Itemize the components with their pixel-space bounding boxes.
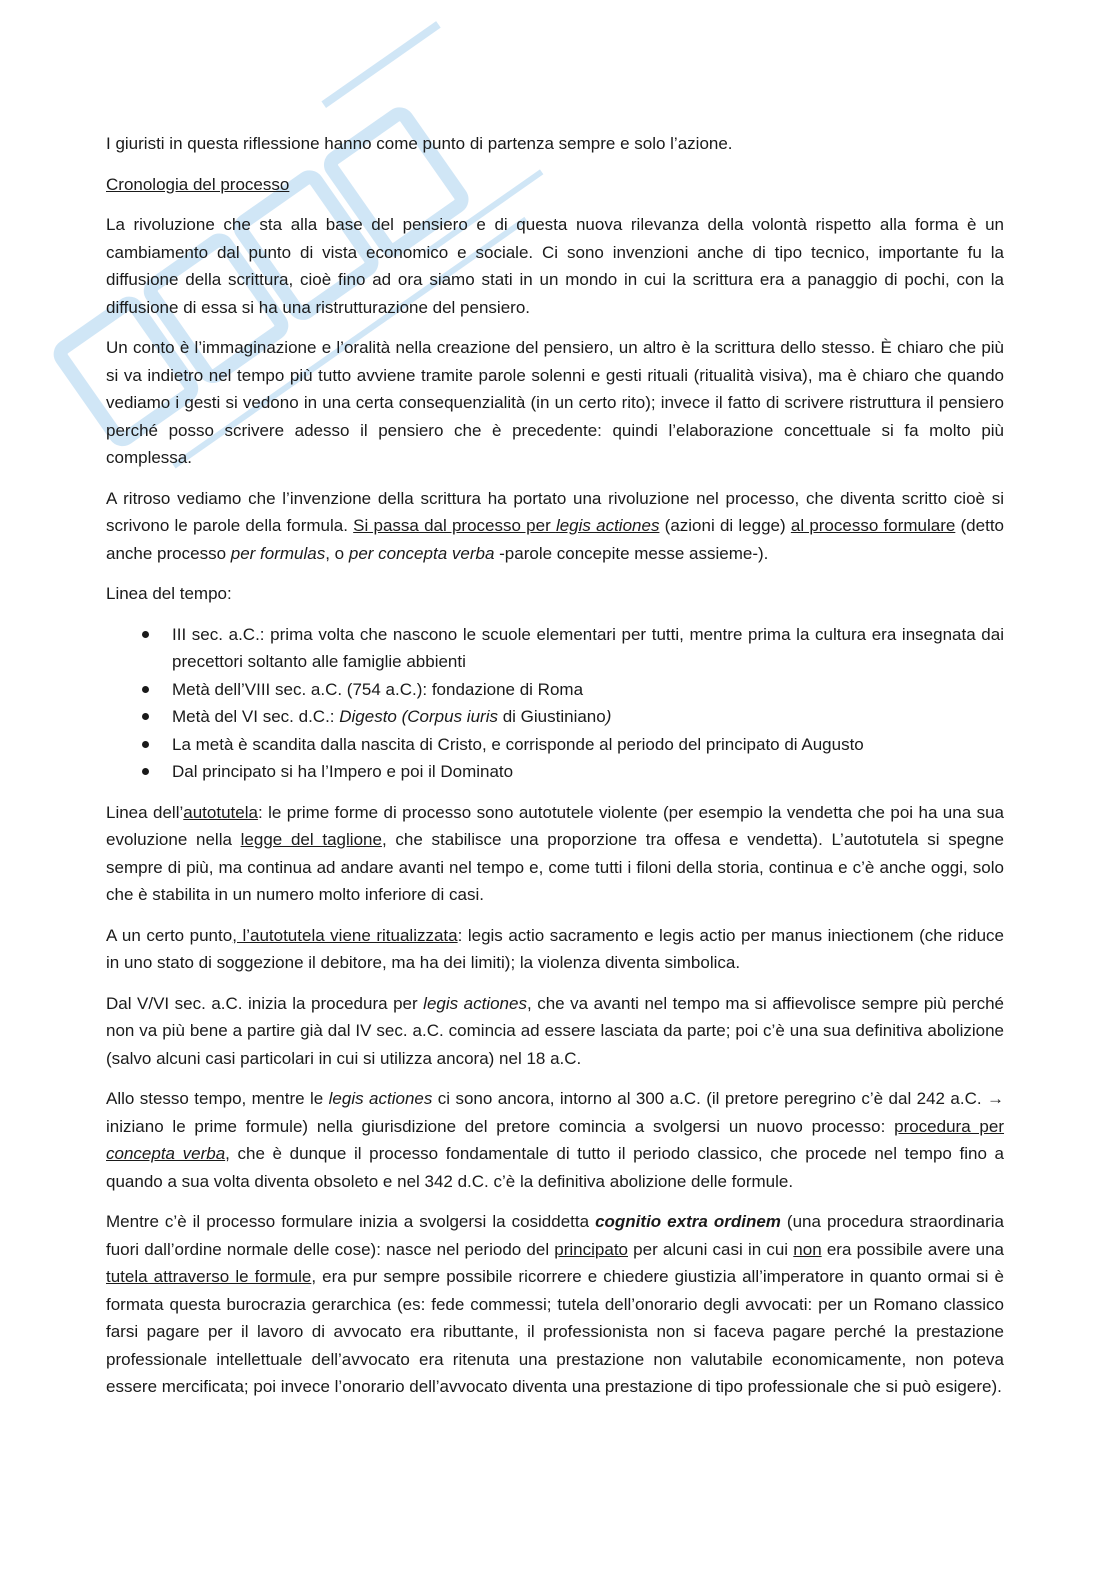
text-run: : le prime forme di processo sono autotutele violente (per esempio la vendetta che poi ha una sua evoluzione nella xyxy=(106,802,1004,849)
text-run: (una procedura straordinaria fuori dall’ordine normale delle cose): nasce nel periodo del xyxy=(106,1212,1004,1259)
text-run: Dal V/VI sec. a.C. inizia la procedura per xyxy=(106,993,424,1013)
text-run: procedura per xyxy=(894,1116,1005,1136)
paragraph-cognitio xyxy=(106,1208,1004,1401)
paragraph-oralita: Un conto è l’immaginazione e l’oralità nella creazione del pensiero, un altro è la scrittura dello stesso. È chiaro che più si va indietro nel tempo più tutto avviene tramite parole solenni e gesti rituali (ritualità visiva), ma è chiaro che quando vediamo i gesti si vedono in una certa consequenzialità (in un certo rito); invece il fatto di scrivere ristruttura il pensiero perché posso scrivere adesso il pensiero che è precedente: quindi l’elaborazione concettuale si fa molto più complessa. xyxy=(106,338,1004,467)
italic-run: legis actiones xyxy=(555,516,660,535)
italic-run: per concepta verba xyxy=(348,543,495,563)
paragraph-scrittura: La rivoluzione che sta alla base del pensiero e di questa nuova rilevanza della volontà rispetto alla forma è un cambiamento dal punto di vista economico e sociale. Ci sono invenzioni anche di tipo tecnico, importante fu la diffusione della scrittura, cioè fino ad ora siamo stati in un mondo in cui la scrittura era a panaggio di pochi, con la diffusione di essa si ha una ristrutturazione del pensiero. xyxy=(106,215,1004,317)
italic-run: Digesto (Corpus iuris xyxy=(339,707,498,726)
text-run: iniziano le prime formule) nella giurisdizione del pretore comincia a svolgersi un nuovo processo: xyxy=(106,1116,895,1136)
intro-paragraph: I giuristi in questa riflessione hanno come punto di partenza sempre e solo l’azione. xyxy=(106,134,733,153)
section-heading: Cronologia del processo xyxy=(106,174,290,194)
underlined-run: autotutela xyxy=(183,802,258,822)
text-run: Si passa dal processo per xyxy=(353,516,556,535)
text-run: Metà del VI sec. d.C.: xyxy=(172,707,340,726)
text-run: Allo stesso tempo, mentre le xyxy=(106,1089,329,1108)
text-run: per alcuni casi in cui xyxy=(628,1239,794,1259)
document-body xyxy=(106,130,1004,1414)
underlined-run xyxy=(353,516,659,535)
paragraph-ritualizzata xyxy=(106,922,1004,977)
paragraph-processo-formulare xyxy=(106,485,1004,568)
underlined-run: , l’autotutela viene ritualizzata xyxy=(232,925,458,945)
bold-italic-run: cognitio extra ordinem xyxy=(595,1212,781,1231)
arrow-icon: → xyxy=(987,1089,1004,1108)
timeline-item: La metà è scandita dalla nascita di Cristo, e corrisponde al periodo del principato di Augusto xyxy=(172,731,1004,759)
paragraph-concepta-verba xyxy=(106,1085,1004,1195)
text-run: A ritroso vediamo che l’invenzione della scrittura ha portato una rivoluzione nel processo, che diventa scritto cioè si scrivono le parole della formula. xyxy=(106,488,1004,535)
underlined-run: tutela attraverso le formule xyxy=(106,1267,312,1286)
italic-run: ) xyxy=(605,707,612,726)
text-run: ci sono ancora, intorno al 300 a.C. (il pretore peregrino c’è dal 242 a.C. xyxy=(432,1089,987,1108)
text-run: : legis actio sacramento e legis actio per manus iniectionem (che riduce in uno stato di soggezione il debitore, ma ha dei limiti); la violenza diventa simbolica. xyxy=(106,925,1004,972)
text-run: di Giustiniano xyxy=(497,707,606,726)
text-run: (detto anche processo xyxy=(106,516,1004,563)
text-run: , che stabilisce una proporzione tra offesa e vendetta). L’autotutela si spegne sempre di più, ma continua ad andare avanti nel tempo e, come tutti i filoni della storia, continua e c’è anche oggi, solo che è stabilita in un numero molto inferiore di casi. xyxy=(106,830,1004,904)
text-run: -parole concepite messe assieme-). xyxy=(494,543,769,563)
paragraph-legis-actiones xyxy=(106,990,1004,1073)
italic-run: legis actiones xyxy=(328,1089,433,1108)
text-run: (azioni di legge) xyxy=(659,516,791,535)
paragraph-autotutela xyxy=(106,799,1004,909)
text-run: Mentre c’è il processo formulare inizia a svolgersi la cosiddetta xyxy=(106,1212,596,1231)
text-run: Linea dell’ xyxy=(106,802,184,822)
underlined-run: non xyxy=(793,1239,822,1259)
timeline-list xyxy=(106,621,1004,786)
underlined-run: legge del taglione xyxy=(240,830,382,849)
underlined-run: principato xyxy=(554,1239,628,1259)
text-run: , era pur sempre possibile ricorrere e chiedere giustizia all’imperatore in quanto ormai si è formata questa burocrazia gerarchica (es: fede commessi; tutela dell’onorario degli avvocati: per un Romano classico farsi pagare per il lavoro di avvocato era ributtante, il professionista non si faceva pagare perché la prestazione professionale intellettuale dell’avvocato era ritenuta una prestazione non valutabile economicamente, non poteva essere mercificata; poi invece l’onorario dell’avvocato diventa una prestazione di tipo professionale che si può esigere). xyxy=(106,1267,1004,1396)
text-run: , o xyxy=(325,543,349,563)
text-run: , che è dunque il processo fondamentale di tutto il periodo classico, che procede nel tempo fino a quando a sua volta diventa obsoleto e nel 342 d.C. c’è la definitiva abolizione delle formule. xyxy=(106,1144,1004,1191)
timeline-item: III sec. a.C.: prima volta che nascono le scuole elementari per tutti, mentre prima la cultura era insegnata dai precettori soltanto alle famiglie abbienti xyxy=(172,621,1004,676)
text-run: A un certo punto xyxy=(106,925,233,945)
timeline-item: Dal principato si ha l’Impero e poi il Dominato xyxy=(172,758,1004,786)
italic-run: legis actiones xyxy=(423,993,527,1013)
italic-run: per formulas xyxy=(230,543,326,563)
timeline-item xyxy=(172,703,1004,731)
timeline-label: Linea del tempo: xyxy=(106,584,232,603)
italic-run: concepta verba xyxy=(106,1144,226,1163)
timeline-item: Metà dell’VIII sec. a.C. (754 a.C.): fondazione di Roma xyxy=(172,676,1004,704)
underlined-run: al processo formulare xyxy=(790,516,956,535)
text-run: era possibile avere una xyxy=(821,1239,1004,1259)
text-run: , che va avanti nel tempo ma si affievolisce sempre più perché non va più bene a partire già dal IV sec. a.C. comincia ad essere lasciata da parte; poi c’è una sua definitiva abolizione (salvo alcuni casi particolari in cui si utilizza ancora) nel 18 a.C. xyxy=(106,993,1004,1068)
